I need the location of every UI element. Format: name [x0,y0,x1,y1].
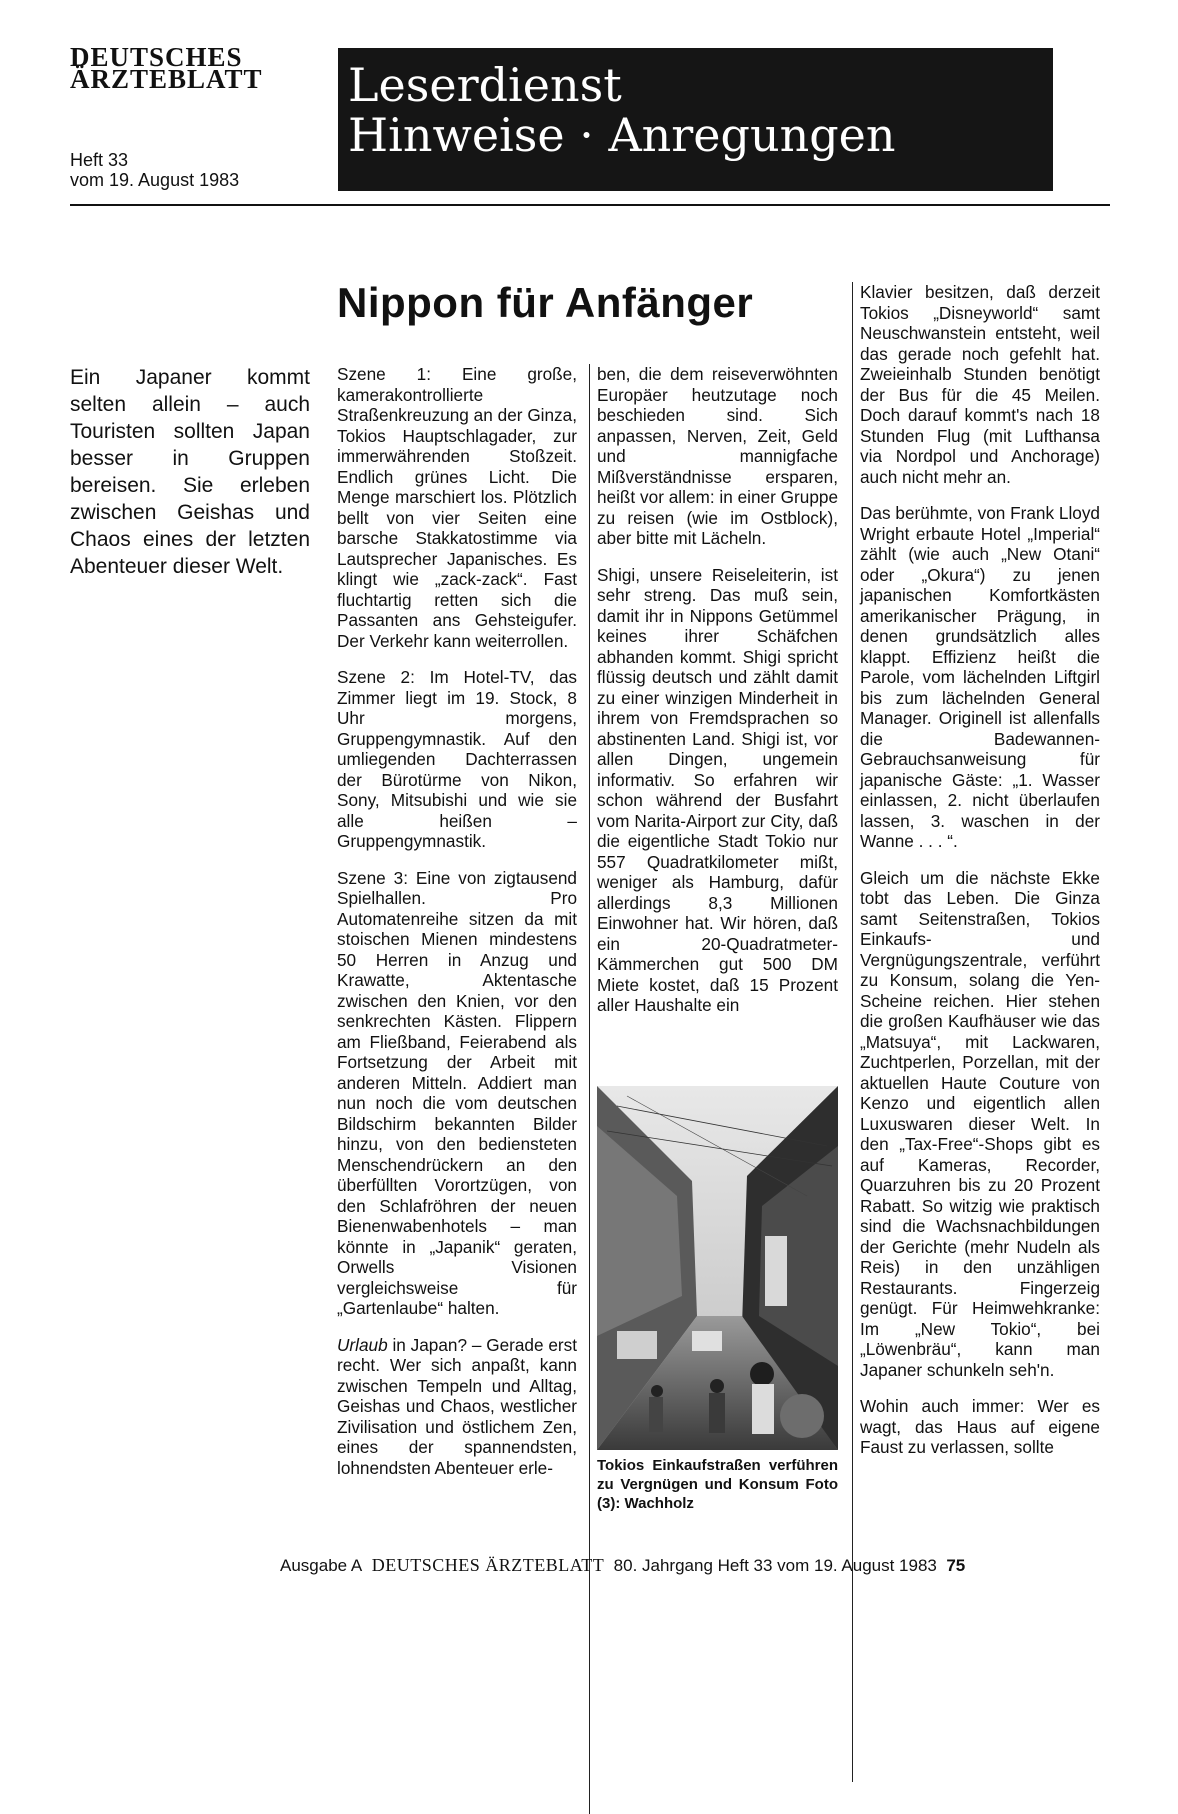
masthead-logo [70,42,310,94]
issue-info [70,150,239,190]
page-number: 75 [946,1556,966,1575]
section-banner [338,48,1053,191]
paragraph-text: in Japan? – Gerade erst recht. Wer sich anpaßt, kann zwischen Tempeln und Alltag, Geishas und Chaos, westlicher Zivilisation und östlichem Zen, eines der spannendsten, lohnendsten Abenteuer erle- [337,1334,577,1478]
photo-image [597,1086,838,1450]
article-lead: Ein Japaner kommt selten allein – auch Touristen sollten Japan besser in Gruppen bereisen. Sie erleben zwischen Geishas und Chaos eines der letzten Abenteuer dieser Welt. [70,366,310,578]
article-column-2 [597,364,838,1032]
paragraph: Das berühmte, von Frank Lloyd Wright erbaute Hotel „Imperial“ zählt (wie auch „New Otani“ oder „Okura“) zu jenen japanischen Komfortkästen amerikanischer Prägung, in denen grundsätzlich alles klappt. Effizienz heißt die Parole, vom lächelnden Liftgirl bis zum lächelnden General Manager. Originell ist allenfalls die Badewannen-Gebrauchsanweisung für japanische Gäste: „1. Wasser einlassen, 2. nicht überlaufen lassen, 3. waschen in der Wanne . . . “. [860,503,1100,851]
page-footer [280,1555,965,1576]
paragraph: Gleich um die nächste Ekke tobt das Leben. Die Ginza samt Seitenstraßen, Tokios Einkaufs- und Vergnügungszentrale, verführt zu Konsum, solang die Yen-Scheine reichen. Hier stehen die großen Kaufhäuser wie das „Matsuya“, mit Lackwaren, Zuchtperlen, Porzellan, mit der aktuellen Haute Couture von Kenzo und eigentlich allen Luxuswaren dieser Welt. In den „Tax-Free“-Shops gibt es auf Kameras, Recorder, Quarzuhren bis zu 20 Prozent Rabatt. So witzig wie praktisch sind die Wachsnachbildungen der Gerichte (mehr Nudeln als Reis) in den unzähligen Restaurants. Fingerzeig genügt. Für Heimwehkranke: Im „New Tokio“, bei „Löwenbräu“, kann man Japaner schunkeln seh'n. [860,867,1100,1380]
issue-number: Heft 33 [70,150,129,170]
issue-date: vom 19. August 1983 [70,170,240,190]
banner-title: Leserdienst [348,58,622,112]
article-column-1 [337,364,577,1494]
paragraph: Szene 3: Eine von zigtausend Spielhallen. Pro Automatenreihe sitzen da mit stoischen Mienen mindestens 50 Herren in Anzug und Krawatte, Aktentasche zwischen den Knien, vor den senkrechten Kästen. Flippern am Fließband, Feierabend als Fortsetzung der Arbeit mit anderen Mitteln. Addiert man nun noch die vom deutschen Bildschirm bekannten Bilder hinzu, von den bediensteten Menschendrückern an den überfüllten Vorortzügen, von den Schlafröhren der neuen Bienenwabenhotels – man könnte in „Japanik“ geraten, Orwells Visionen vergleichsweise für „Gartenlaube“ halten. [337,867,577,1318]
paragraph: ben, die dem reiseverwöhnten Europäer heutzutage noch beschieden sind. Sich anpassen, Nerven, Zeit, Geld und mannigfache Mißverständnisse ersparen, heißt vor allem: in einer Gruppe zu reisen (wie im Ostblock), aber bitte mit Lächeln. [597,364,838,548]
emphasis: Urlaub [337,1334,388,1355]
paragraph: Szene 2: Im Hotel-TV, das Zimmer liegt im 19. Stock, 8 Uhr morgens, Gruppengymnastik. Auf den umliegenden Dachterrassen der Bürotürme von Nikon, Sony, Mitsubishi und wie sie alle heißen – Gruppengymnastik. [337,667,577,851]
footer-volume: 80. Jahrgang Heft 33 vom 19. August 1983 [613,1556,937,1575]
footer-magazine: DEUTSCHES ÄRZTEBLATT [371,1555,605,1575]
paragraph: Wohin auch immer: Wer es wagt, das Haus auf eigene Faust zu verlassen, sollte [860,1396,1100,1457]
column-divider [589,364,590,1814]
paragraph: Shigi, unsere Reiseleiterin, ist sehr streng. Das muß sein, damit ihr in Nippons Getümmel keines ihrer Schäfchen abhanden kommt. Shigi spricht flüssig deutsch und zählt damit zu einer winzigen Minderheit in ihrem von Fremdsprachen so abstinenten Land. Shigi ist, vor allen Dingen, ungemein informativ. So erfahren wir schon während der Busfahrt vom Narita-Airport zur City, daß die eigentliche Stadt Tokio nur 557 Quadratkilometer mißt, weniger als Hamburg, dafür allerdings 8,3 Millionen Einwohner hat. Wir hören, daß ein 20-Quadratmeter-Kämmerchen gut 500 DM Miete kostet, daß 15 Prozent aller Haushalte ein [597,564,838,1015]
paragraph: Szene 1: Eine große, kamerakontrollierte Straßenkreuzung an der Ginza, Tokios Hauptschlagader, zur immerwährenden Stoßzeit. Endlich grünes Licht. Die Menge marschiert los. Plötzlich bellt von vier Seiten eine barsche Stakkatostimme via Lautsprecher Japanisches. Es klingt wie „zack-zack“. Fast fluchtartig retten sich die Passanten ans Gehsteigufer. Der Verkehr kann weiterrollen. [337,364,577,651]
paragraph [337,1335,577,1479]
article-title: Nippon für Anfänger [337,279,754,326]
photo-caption: Tokios Einkaufstraßen verführen zu Vergnügen und Konsum Foto (3): Wachholz [597,1457,838,1512]
header-rule [70,204,1110,206]
masthead-line2: ÄRZTEBLATT [70,64,263,94]
banner-subtitle: Hinweise · Anregungen [348,108,896,162]
footer-edition: Ausgabe A [280,1556,363,1575]
masthead-line1: DEUTSCHES [70,42,243,72]
article-column-3 [860,282,1100,1474]
paragraph: Klavier besitzen, daß derzeit Tokios „Disneyworld“ samt Neuschwanstein entsteht, weil das gerade noch gefehlt hat. Zweieinhalb Stunden benötigt der Bus für die 45 Meilen. Doch darauf kommt's nach 18 Stunden Flug (mit Lufthansa via Nordpol und Anchorage) auch nicht mehr an. [860,282,1100,487]
street-photo [597,1086,838,1450]
